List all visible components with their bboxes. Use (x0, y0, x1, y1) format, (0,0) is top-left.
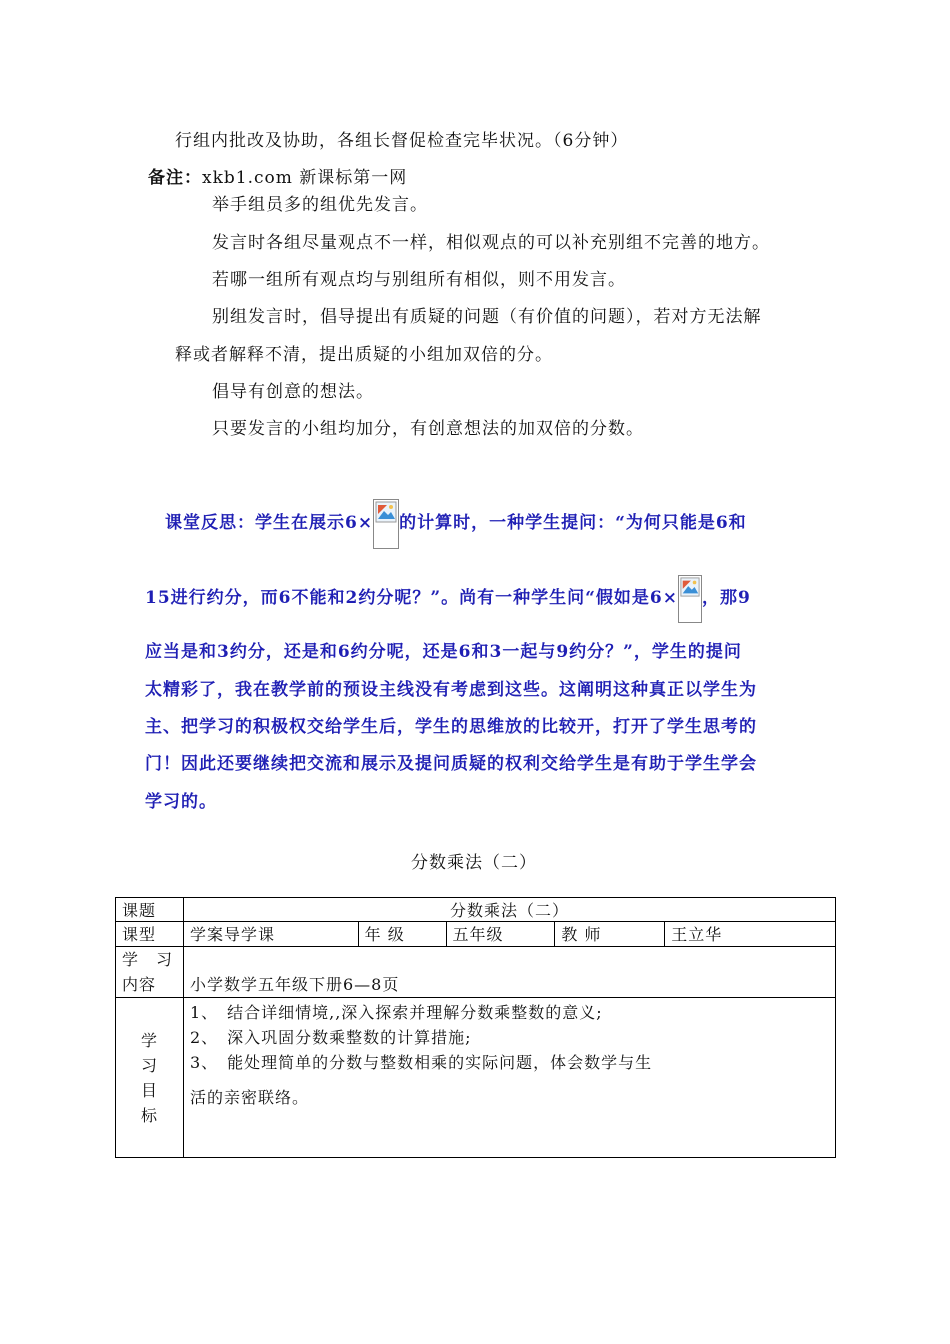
content-label (116, 947, 184, 998)
topic-label: 课题 (116, 898, 184, 922)
lesson-plan-table (115, 897, 836, 1158)
lesson-type-value: 学案导学课 (183, 922, 358, 947)
goal-item: 活的亲密联络。 (189, 1088, 309, 1107)
note-label: 备注： (148, 168, 202, 188)
reflection-line-4: 太精彩了，我在教学前的预设主线没有考虑到这些。这阐明这种真正以学生为 (145, 680, 757, 700)
broken-image-icon (678, 575, 702, 623)
grade-label: 年 级 (358, 922, 446, 947)
lesson-type-label: 课型 (116, 922, 184, 947)
goals-label-char: 习 (140, 1055, 158, 1075)
reflection-line-5: 主、把学习的积极权交给学生后，学生的思维放的比较开，打开了学生思考的 (145, 717, 757, 737)
table-row (116, 998, 836, 1158)
teacher-label: 教 师 (555, 922, 665, 947)
goal-item: 3、 能处理简单的分数与整数相乘的实际问题，体会数学与生 (189, 1053, 653, 1072)
grade-value: 五年级 (446, 922, 555, 947)
table-row (116, 947, 836, 998)
note-header (148, 163, 407, 188)
reflection-line-3: 应当是和3约分，还是和6约分呢，还是6和3一起与9约分？”，学生的提问 (145, 642, 742, 662)
note-item: 只要发言的小组均加分，有创意想法的加双倍的分数。 (212, 419, 644, 439)
reflection-text: 课堂反思：学生在展示6× (165, 513, 374, 533)
note-item: 别组发言时，倡导提出有质疑的问题（有价值的问题），若对方无法解 (212, 307, 762, 327)
reflection-text: 15进行约分，而6不能和2约分呢？”。尚有一种学生问“假如是6× (145, 588, 678, 608)
note-item: 若哪一组所有观点均与别组所有相似，则不用发言。 (212, 270, 626, 290)
top-line: 行组内批改及协助，各组长督促检查完毕状况。（6分钟） (175, 131, 629, 151)
note-item: 发言时各组尽量观点不一样，相似观点的可以补充别组不完善的地方。 (212, 233, 770, 253)
teacher-value: 王立华 (665, 922, 836, 947)
section-title: 分数乘法（二） (411, 853, 537, 873)
broken-image-icon (373, 499, 399, 549)
topic-value: 分数乘法（二） (183, 898, 835, 922)
goals-value (183, 998, 835, 1158)
reflection-text: 的计算时，一种学生提问：“为何只能是6和 (399, 513, 747, 533)
goals-label-char: 学 (140, 1030, 158, 1050)
reflection-text: ，那9 (701, 588, 751, 608)
note-item: 倡导有创意的想法。 (212, 382, 374, 402)
goals-label-char: 标 (140, 1105, 158, 1125)
goal-item: 1、 结合详细情境,,深入探索并理解分数乘整数的意义; (189, 1003, 603, 1022)
note-item: 释或者解释不清，提出质疑的小组加双倍的分。 (175, 345, 553, 365)
note-source: xkb1.com 新课标第一网 (202, 168, 408, 188)
content-label-top: 学 习 (122, 950, 174, 969)
reflection-line-7: 学习的。 (145, 792, 217, 812)
content-value: 小学数学五年级下册6—8页 (183, 947, 835, 998)
table-row (116, 898, 836, 922)
note-item: 举手组员多的组优先发言。 (212, 195, 428, 215)
reflection-line-6: 门！因此还要继续把交流和展示及提问质疑的权利交给学生是有助于学生学会 (145, 754, 757, 774)
goals-label-char: 目 (140, 1080, 158, 1100)
reflection-line-2 (145, 572, 751, 624)
goal-item: 2、 深入巩固分数乘整数的计算措施; (189, 1028, 472, 1047)
goals-label (116, 998, 184, 1158)
table-row (116, 922, 836, 947)
content-label-bottom: 内容 (122, 975, 157, 994)
reflection-line-1 (165, 497, 747, 549)
